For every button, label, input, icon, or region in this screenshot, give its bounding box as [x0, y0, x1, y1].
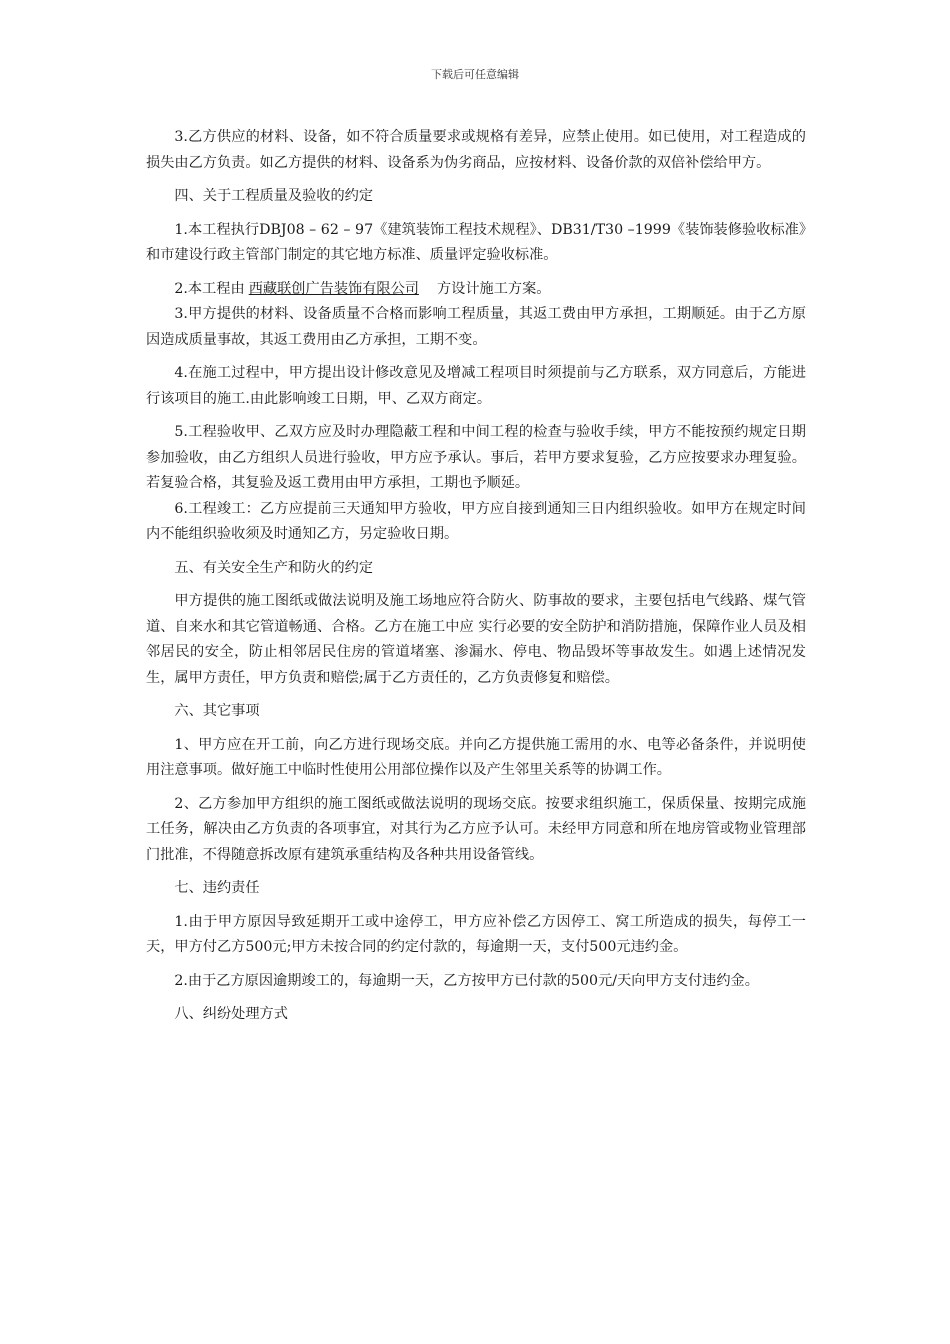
- section-heading-5: 五、有关安全生产和防火的约定: [174, 559, 374, 576]
- company-name: 西藏联创广告装饰有限公司: [248, 280, 419, 297]
- document-body: [146, 125, 806, 1036]
- clause-7-2: 2.由于乙方原因逾期竣工的，每逾期一天，乙方按甲方已付款的500元/天向甲方支付违约金。: [174, 972, 759, 989]
- clause-4-1: 1.本工程执行DBJ08 – 62 – 97《建筑装饰工程技术规程》、DB31/T30 –1999《装饰装修验收标准》和市建设行政主管部门制定的其它地方标准、质量评定验收标准。: [146, 221, 806, 263]
- clause-3-materials: 3.乙方供应的材料、设备，如不符合质量要求或规格有差异，应禁止使用。如已使用，对工程造成的损失由乙方负责。如乙方提供的材料、设备系为伪劣商品，应按材料、设备价款的双倍补偿给甲方。: [146, 129, 806, 171]
- section-heading-6: 六、其它事项: [174, 703, 260, 719]
- clause-6-2: 2、乙方参加甲方组织的施工图纸或做法说明的现场交底。按要求组织施工，保质保量、按期完成施工任务，解决由乙方负责的各项事宜，对其行为乙方应予认可。未经甲方同意和所在地房管或物业管理部门批准，不得随意拆改原有建筑承重结构及各种共用设备管线。: [146, 795, 806, 863]
- clause-4-6: 6.工程竣工：乙方应提前三天通知甲方验收，甲方应自接到通知三日内组织验收。如甲方在规定时间内不能组织验收须及时通知乙方，另定验收日期。: [146, 500, 806, 542]
- clause-4-3: 3.甲方提供的材料、设备质量不合格而影响工程质量，其返工费由甲方承担，工期顺延。由于乙方原因造成质量事故，其返工费用由乙方承担，工期不变。: [146, 306, 806, 348]
- clause-5-1: 甲方提供的施工图纸或做法说明及施工场地应符合防火、防事故的要求，主要包括电气线路、煤气管道、自来水和其它管道畅通、合格。乙方在施工中应 实行必要的安全防护和消防措施，保障作业人员及相邻居民的安全，防止相邻居民住房的管道堵塞、渗漏水、停电、物品毁坏等事故发生。如遇上述情况发生，属甲方责任，甲方负责和赔偿;属于乙方责任的，乙方负责修复和赔偿。: [146, 593, 806, 686]
- clause-4-2-prefix: 2.本工程由: [174, 280, 245, 297]
- page-header: 下载后可任意编辑: [431, 68, 519, 81]
- clause-4-2: [146, 277, 806, 303]
- clause-4-2-suffix: 方设计施工方案。: [436, 280, 551, 297]
- section-heading-7: 七、违约责任: [174, 880, 260, 896]
- clause-7-1: 1.由于甲方原因导致延期开工或中途停工，甲方应补偿乙方因停工、窝工所造成的损失，每停工一天，甲方付乙方500元;甲方未按合同的约定付款的，每逾期一天，支付500元违约金。: [146, 913, 806, 955]
- section-heading-8: 八、纠纷处理方式: [174, 1006, 288, 1022]
- section-heading-4: 四、关于工程质量及验收的约定: [174, 188, 374, 204]
- clause-4-4: 4.在施工过程中，甲方提出设计修改意见及增减工程项目时须提前与乙方联系，双方同意后，方能进行该项目的施工.由此影响竣工日期，甲、乙双方商定。: [146, 365, 806, 407]
- clause-4-5: 5.工程验收甲、乙双方应及时办理隐蔽工程和中间工程的检查与验收手续，甲方不能按预约规定日期参加验收，由乙方组织人员进行验收，甲方应予承认。事后，若甲方要求复验，乙方应按要求办理复验。若复验合格，其复验及返工费用由甲方承担，工期也予顺延。: [146, 424, 806, 491]
- clause-6-1: 1、甲方应在开工前，向乙方进行现场交底。并向乙方提供施工需用的水、电等必备条件，并说明使用注意事项。做好施工中临时性使用公用部位操作以及产生邻里关系等的协调工作。: [146, 736, 806, 778]
